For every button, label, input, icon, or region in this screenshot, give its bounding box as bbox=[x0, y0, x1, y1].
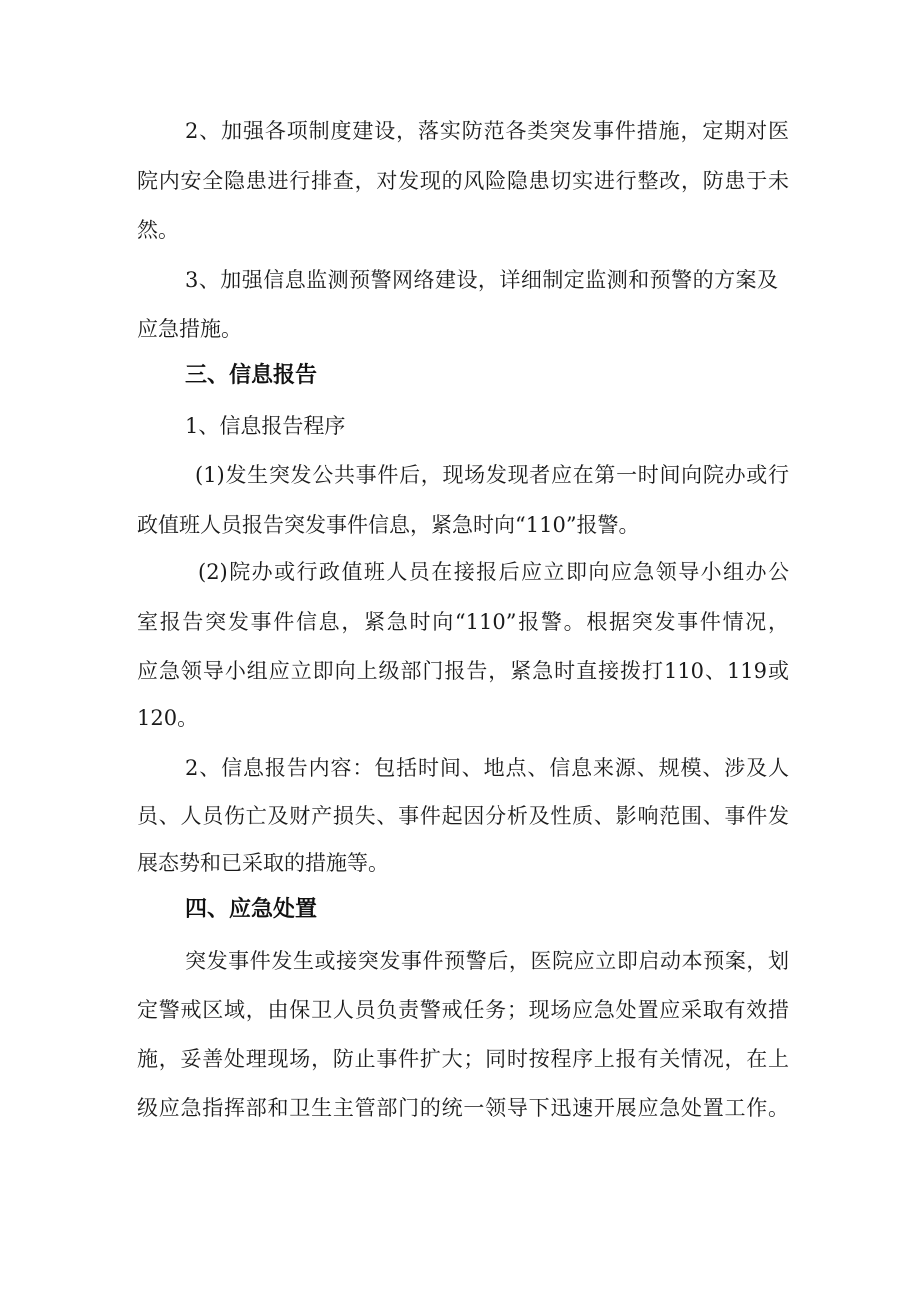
paragraph-line: 3、加强信息监测预警网络建设，详细制定监测和预警的方案及 bbox=[185, 268, 778, 292]
paragraph-line: 室报告突发事件信息，紧急时向“110”报警。根据突发事件情况， bbox=[137, 610, 789, 634]
section-heading-emergency-response: 四、应急处置 bbox=[185, 897, 318, 922]
paragraph-line: 2、信息报告内容：包括时间、地点、信息来源、规模、涉及人 bbox=[185, 756, 789, 780]
paragraph-line: 2、加强各项制度建设，落实防范各类突发事件措施，定期对医 bbox=[185, 119, 789, 143]
paragraph-line: 员、人员伤亡及财产损失、事件起因分析及性质、影响范围、事件发 bbox=[137, 804, 789, 828]
section-heading-info-report: 三、信息报告 bbox=[185, 363, 318, 388]
paragraph-line: 突发事件发生或接突发事件预警后，医院应立即启动本预案，划 bbox=[185, 949, 789, 973]
paragraph-line: 级应急指挥部和卫生主管部门的统一领导下迅速开展应急处置工作。 bbox=[137, 1096, 789, 1120]
paragraph-line: 政值班人员报告突发事件信息，紧急时向“110”报警。 bbox=[137, 513, 640, 537]
paragraph-line: 应急领导小组应立即向上级部门报告，紧急时直接拨打110、119或 bbox=[137, 659, 789, 683]
paragraph-line: (1)发生突发公共事件后，现场发现者应在第一时间向院办或行 bbox=[195, 463, 789, 487]
subsection-title: 1、信息报告程序 bbox=[185, 414, 346, 438]
paragraph-line: 施，妥善处理现场，防止事件扩大；同时按程序上报有关情况，在上 bbox=[137, 1047, 789, 1071]
paragraph-line: 120。 bbox=[137, 706, 199, 730]
paragraph-line: 应急措施。 bbox=[137, 317, 242, 341]
paragraph-line: 院内安全隐患进行排查，对发现的风险隐患切实进行整改，防患于未 bbox=[137, 169, 789, 193]
paragraph-line: 展态势和已采取的措施等。 bbox=[137, 851, 389, 875]
paragraph-line: 定警戒区域，由保卫人员负责警戒任务；现场应急处置应采取有效措 bbox=[137, 998, 789, 1022]
paragraph-line: (2)院办或行政值班人员在接报后应立即向应急领导小组办公 bbox=[198, 560, 789, 584]
paragraph-line: 然。 bbox=[137, 218, 179, 242]
